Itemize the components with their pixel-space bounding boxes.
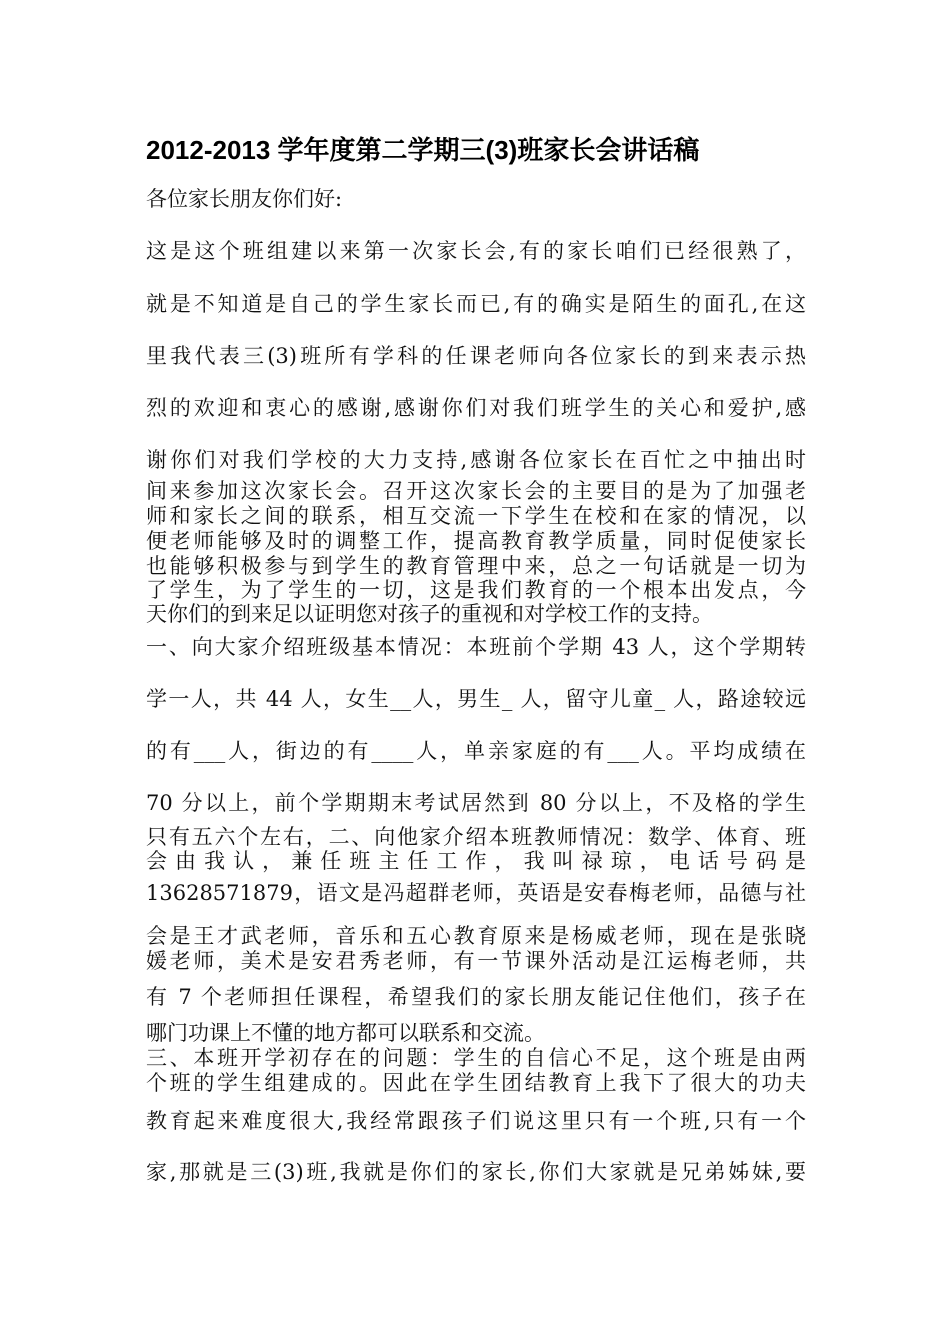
body-line: 13628571879，语文是冯超群老师，英语是安春梅老师，品德与社 [146, 881, 806, 905]
body-line: 便老师能够及时的调整工作，提高教育教学质量，同时促使家长 [146, 529, 806, 553]
body-line: 哪门功课上不懂的地方都可以联系和交流。 [146, 1021, 545, 1045]
body-line: 会是王才武老师，音乐和五心教育原来是杨威老师，现在是张晓 [146, 924, 806, 948]
body-line: 会 由 我 认 ， 兼 任 班 主 任 工 作 ， 我 叫 禄 琼 ， 电 话 号 码 是 [146, 849, 806, 873]
body-line: 里我代表三(3)班所有学科的任课老师向各位家长的到来表示热 [146, 344, 806, 368]
body-line: 三、本班开学初存在的问题：学生的自信心不足，这个班是由两 [146, 1046, 806, 1070]
body-line: 一、向大家介绍班级基本情况：本班前个学期 43 人，这个学期转 [146, 635, 806, 659]
body-line: 谢你们对我们学校的大力支持,感谢各位家长在百忙之中抽出时 [146, 448, 806, 472]
body-line: 就是不知道是自己的学生家长而已,有的确实是陌生的面孔,在这 [146, 292, 806, 316]
body-line: 了学生，为了学生的一切，这是我们教育的一个根本出发点，今 [146, 578, 806, 602]
body-line: 的有___人，街边的有____人，单亲家庭的有___人。平均成绩在 [146, 739, 806, 763]
body-line: 家,那就是三(3)班,我就是你们的家长,你们大家就是兄弟姊妹,要 [146, 1160, 806, 1184]
body-line: 也能够积极参与到学生的教育管理中来，总之一句话就是一切为 [146, 554, 806, 578]
body-line: 学一人，共 44 人，女生__人，男生_ 人，留守儿童_ 人，路途较远 [146, 687, 806, 711]
body-line: 只有五六个左右，二、向他家介绍本班教师情况：数学、体育、班 [146, 825, 806, 849]
body-line: 教育起来难度很大,我经常跟孩子们说这里只有一个班,只有一个 [146, 1109, 806, 1133]
body-line: 间来参加这次家长会。召开这次家长会的主要目的是为了加强老 [146, 479, 806, 503]
body-line: 媛老师，美术是安君秀老师，有一节课外活动是江运梅老师，共 [146, 949, 806, 973]
body-line: 天你们的到来足以证明您对孩子的重视和对学校工作的支持。 [146, 602, 713, 626]
body-line: 有 7 个老师担任课程，希望我们的家长朋友能记住他们，孩子在 [146, 985, 806, 1009]
body-line: 这是这个班组建以来第一次家长会,有的家长咱们已经很熟了， [146, 239, 806, 263]
greeting-line: 各位家长朋友你们好: [146, 187, 343, 211]
body-line: 个班的学生组建成的。因此在学生团结教育上我下了很大的功夫 [146, 1071, 806, 1095]
body-line: 70 分以上，前个学期期末考试居然到 80 分以上，不及格的学生 [146, 791, 806, 815]
body-line: 师和家长之间的联系，相互交流一下学生在校和在家的情况，以 [146, 504, 806, 528]
document-title: 2012-2013 学年度第二学期三(3)班家长会讲话稿 [146, 135, 700, 165]
body-line: 烈的欢迎和衷心的感谢,感谢你们对我们班学生的关心和爱护,感 [146, 396, 806, 420]
